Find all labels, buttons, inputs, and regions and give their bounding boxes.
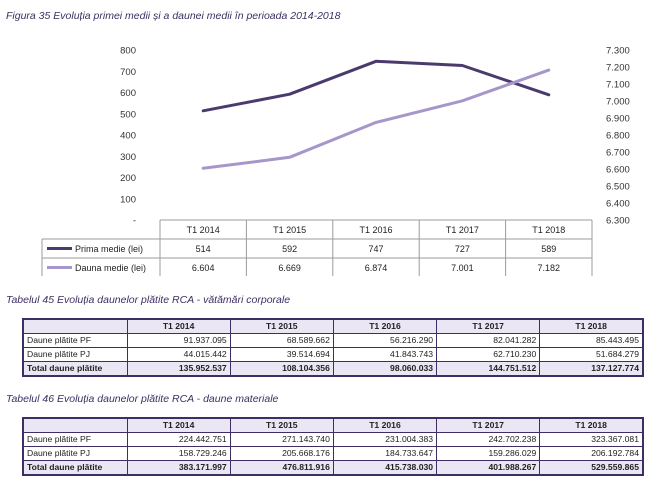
y-left-tick-label: 100 [120,194,136,206]
header-cell: T1 2018 [540,418,643,433]
y-left-tick-label: 400 [120,130,136,142]
data-value-label: 6.874 [364,263,388,273]
data-value-label: 6.669 [278,263,301,273]
table-cell: 56.216.290 [333,334,436,348]
y-right-tick-label: 6.800 [606,130,630,142]
table-cell: 224.442.751 [127,433,230,447]
table-cell: 98.060.033 [333,362,436,377]
y-right-tick-label: 7.300 [606,45,630,57]
y-right-tick-label: 7.000 [606,96,630,108]
row-label: Daune plătite PF [23,433,127,447]
table-cell: 137.127.774 [540,362,643,377]
table-row [23,433,643,447]
header-cell: T1 2017 [437,319,540,334]
y-left-tick-label: 500 [120,109,136,121]
table-cell: 271.143.740 [230,433,333,447]
table-cell: 91.937.095 [127,334,230,348]
table-cell: 231.004.383 [333,433,436,447]
table-cell: 415.738.030 [333,461,436,476]
header-cell: T1 2016 [333,418,436,433]
y-right-tick-label: 7.100 [606,79,630,91]
table-cell: 108.104.356 [230,362,333,377]
header-cell: T1 2015 [230,418,333,433]
y-left-tick-label: 800 [120,45,136,57]
row-label: Total daune plătite [23,461,127,476]
y-left-tick-label: 700 [120,66,136,78]
table-bodily-injury-claims [22,318,644,377]
x-category-label: T1 2014 [186,225,220,235]
table-cell: 323.367.081 [540,433,643,447]
table-cell: 206.192.784 [540,447,643,461]
row-label: Total daune plătite [23,362,127,377]
legend-label: Dauna medie (lei) [75,263,147,273]
table-cell: 85.443.495 [540,334,643,348]
table-cell: 41.843.743 [333,348,436,362]
figure-caption: Figura 35 Evoluția primei medii și a daunei medii în perioada 2014-2018 [6,10,341,22]
data-value-label: 6.604 [191,263,215,273]
table-row [23,447,643,461]
header-cell: T1 2016 [333,319,436,334]
series-line-2 [203,70,549,168]
data-value-label: 7.182 [537,263,561,273]
x-category-label: T1 2017 [445,225,479,235]
table-cell: 159.286.029 [437,447,540,461]
table-cell: 476.811.916 [230,461,333,476]
table-total-row [23,362,643,377]
table-header-row [23,319,643,334]
y-left-tick-label: 200 [120,173,136,184]
data-value-label: 727 [454,244,470,254]
header-cell: T1 2018 [540,319,643,334]
table-cell: 44.015.442 [127,348,230,362]
table-cell: 62.710.230 [437,348,540,362]
table-cell: 82.041.282 [437,334,540,348]
row-label: Daune plătite PJ [23,447,127,461]
row-label: Daune plătite PJ [23,348,127,362]
table-cell: 205.668.176 [230,447,333,461]
table-cell: 401.988.267 [437,461,540,476]
header-cell [23,418,127,433]
data-value-label: 514 [195,244,211,254]
table-cell: 383.171.997 [127,461,230,476]
table-row [23,334,643,348]
table46-caption: Tabelul 46 Evoluția daunelor plătite RCA - daune materiale [6,393,279,405]
table-cell: 158.729.246 [127,447,230,461]
data-value-label: 592 [282,244,298,254]
y-left-tick-label: - [132,215,136,227]
data-value-label: 589 [541,244,557,254]
header-cell: T1 2014 [127,319,230,334]
header-cell: T1 2014 [127,418,230,433]
table-cell: 144.751.512 [437,362,540,377]
header-cell: T1 2017 [437,418,540,433]
table-row [23,348,643,362]
x-category-label: T1 2015 [273,225,307,235]
line-chart [0,36,667,276]
series-line-1 [203,61,549,111]
data-value-label: 747 [368,244,384,254]
table45-caption: Tabelul 45 Evoluția daunelor plătite RCA - vătămări corporale [6,294,291,306]
table-cell: 184.733.647 [333,447,436,461]
y-right-tick-label: 7.200 [606,62,630,74]
table-total-row [23,461,643,476]
table-cell: 51.684.279 [540,348,643,362]
y-left-tick-label: 600 [120,88,136,99]
y-right-tick-label: 6.600 [606,164,630,176]
table-header-row [23,418,643,433]
y-right-tick-label: 6.500 [606,181,630,193]
y-right-tick-label: 6.400 [606,198,630,210]
data-value-label: 7.001 [451,263,474,273]
x-category-label: T1 2016 [359,225,393,235]
y-left-tick-label: 300 [120,151,136,163]
table-cell: 68.589.662 [230,334,333,348]
x-category-label: T1 2018 [532,225,566,235]
table-cell: 242.702.238 [437,433,540,447]
header-cell [23,319,127,334]
y-right-tick-label: 6.900 [606,113,630,125]
table-cell: 529.559.865 [540,461,643,476]
header-cell: T1 2015 [230,319,333,334]
y-right-tick-label: 6.300 [606,215,630,227]
row-label: Daune plătite PF [23,334,127,348]
table-cell: 39.514.694 [230,348,333,362]
table-material-damage-claims [22,417,644,476]
y-right-tick-label: 6.700 [606,147,630,159]
table-cell: 135.952.537 [127,362,230,377]
legend-label: Prima medie (lei) [75,244,144,254]
